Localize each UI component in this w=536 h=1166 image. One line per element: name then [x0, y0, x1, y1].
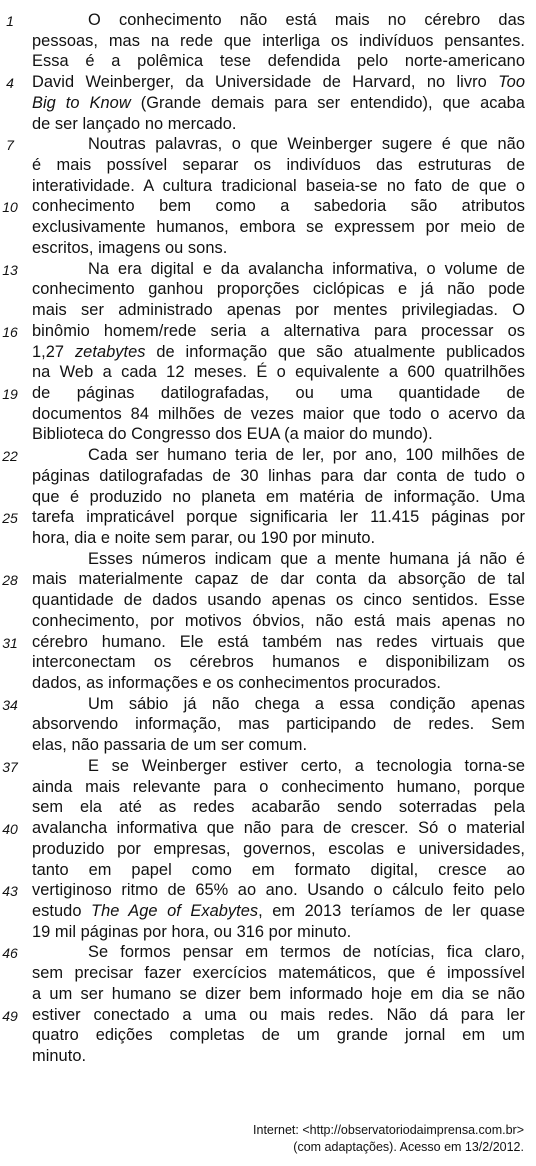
text-line: quantidade de dados usando apenas os cinco sentidos. Esse	[32, 591, 525, 610]
text-line: David Weinberger, da Universidade de Harvard, no livro Too	[32, 73, 525, 92]
text-line: conhecimento bem como a sabedoria são atributos	[32, 197, 525, 216]
text-line: Essa é a polêmica tese defendida pelo norte-americano	[32, 52, 525, 71]
text-line: mais materialmente capaz de dar conta da absorção de tal	[32, 570, 525, 589]
text-line: tarefa impraticável porque significaria ler 11.415 páginas por	[32, 508, 525, 527]
line-number: 31	[2, 634, 18, 651]
line-number: 16	[2, 323, 18, 340]
text-line: 19 mil páginas por hora, ou 316 por minuto.	[32, 922, 352, 941]
text-line: exclusivamente humanos, embora se expressem por meio de	[32, 218, 525, 237]
text-line: conhecimento, por motivos óbvios, não está mais apenas no	[32, 611, 525, 630]
source-citation-url: Internet: <http://observatoriodaimprensa.com.br>	[253, 1123, 524, 1137]
line-number: 4	[6, 75, 14, 92]
source-citation-access: (com adaptações). Acesso em 13/2/2012.	[293, 1140, 524, 1154]
line-number: 37	[2, 758, 18, 775]
line-number: 10	[2, 199, 18, 216]
line-number: 43	[2, 883, 18, 900]
line-number: 7	[6, 137, 14, 154]
text-line: Big to Know (Grande demais para ser entendido), que acaba	[32, 93, 525, 112]
text-line: pessoas, mas na rede que interliga os indivíduos pensantes.	[32, 31, 525, 50]
line-number: 19	[2, 385, 18, 402]
text-line: na Web a cada 12 meses. É o equivalente a 600 quatrilhões	[32, 363, 525, 382]
text-line: tanto em papel como em formato digital, cresce ao	[32, 860, 525, 879]
text-line: estudo The Age of Exabytes, em 2013 teríamos de ler quase	[32, 901, 526, 920]
text-line: páginas datilografadas de 30 linhas para dar conta de tudo o	[32, 466, 525, 485]
text-line: binômio homem/rede seria a alternativa para processar os	[32, 321, 525, 340]
text-line: sem ela até as redes acabarão sendo soterradas pela	[32, 798, 525, 817]
text-line: E se Weinberger estiver certo, a tecnologia torna-se	[88, 756, 525, 775]
text-line: a um ser humano se dizer bem informado hoje em dia se não	[32, 984, 525, 1003]
text-line: Noutras palavras, o que Weinberger sugere é que não	[88, 135, 525, 154]
text-line: mais ser administrado apenas por mentes privilegiadas. O	[32, 301, 525, 320]
text-line: sem precisar fazer exercícios matemáticos, que é impossível	[32, 964, 525, 983]
text-line: dados, as informações e os conhecimentos procurados.	[32, 674, 441, 693]
text-line: estiver conectado a uma ou mais redes. Não dá para ler	[32, 1005, 525, 1024]
line-number: 22	[2, 448, 18, 465]
line-number: 49	[2, 1007, 18, 1024]
text-line: Se formos pensar em termos de notícias, fica claro,	[88, 943, 525, 962]
text-line: ainda mais relevante para o conhecimento humano, porque	[32, 777, 525, 796]
text-line: quatro edições completas de um grande jornal em um	[32, 1026, 525, 1045]
line-number: 46	[2, 945, 18, 962]
text-line: minuto.	[32, 1047, 87, 1065]
text-line: documentos 84 milhões de vezes maior que todo o acervo da	[32, 404, 525, 423]
line-number: 1	[6, 13, 14, 29]
text-line: hora, dia e noite sem parar, ou 190 por minuto.	[32, 529, 376, 547]
text-line: de páginas datilografadas, ou uma quantidade de	[32, 383, 525, 402]
text-line: elas, não passaria de um ser comum.	[32, 736, 308, 755]
text-line: cérebro humano. Ele está também nas redes virtuais que	[32, 632, 525, 651]
text-line: absorvendo informação, mas participando de redes. Sem	[32, 715, 525, 734]
text-line: é mais possível separar os indivíduos das estruturas de	[32, 156, 525, 175]
text-line: avalancha informativa que não para de crescer. Só o material	[32, 819, 525, 838]
text-line: produzido por empresas, governos, escolas e universidades,	[32, 839, 525, 858]
text-line: escritos, imagens ou sons.	[32, 238, 228, 257]
text-line: Cada ser humano teria de ler, por ano, 100 milhões de	[88, 446, 525, 465]
text-line: Na era digital e da avalancha informativa, o volume de	[88, 259, 525, 278]
text-line: 1,27 zetabytes de informação que são atualmente publicados	[32, 342, 525, 361]
text-line: vertiginoso ritmo de 65% ao ano. Usando o cálculo feito pelo	[32, 881, 525, 900]
text-line: Esses números indicam que a mente humana já não é	[88, 549, 525, 568]
text-line: interatividade. A cultura tradicional baseia-se no fato de que o	[32, 176, 525, 195]
text-line: de ser lançado no mercado.	[32, 114, 237, 133]
line-number: 40	[2, 821, 18, 838]
line-number: 28	[2, 572, 18, 589]
text-line: interconectam os cérebros humanos e disponibilizam os	[32, 653, 525, 672]
text-line: Um sábio já não chega a essa condição apenas	[88, 694, 525, 713]
text-line: que é produzido no planeta em matéria de informação. Uma	[32, 487, 525, 506]
text-line: Biblioteca do Congresso dos EUA (a maior do mundo).	[32, 425, 433, 444]
text-line: O conhecimento não está mais no cérebro das	[88, 11, 525, 29]
text-line: conhecimento ganhou proporções ciclópicas e já não pode	[32, 280, 525, 299]
line-number: 25	[2, 510, 18, 527]
line-number: 13	[2, 261, 18, 278]
line-number: 34	[2, 696, 18, 713]
